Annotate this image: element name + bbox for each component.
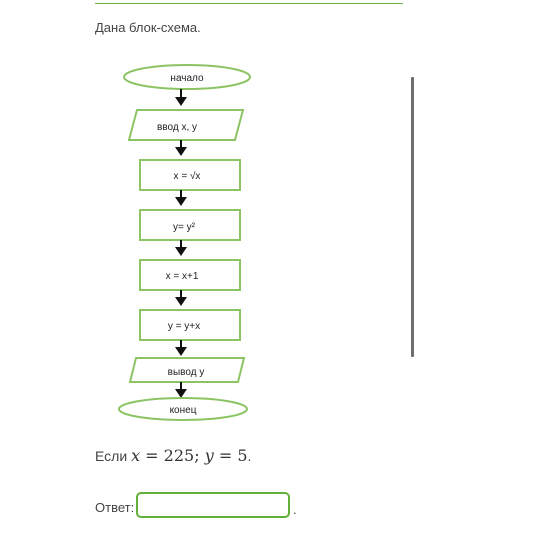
arrow-4 <box>175 240 187 256</box>
task-intro: Дана блок-схема. <box>95 20 201 35</box>
answer-input[interactable] <box>136 492 290 518</box>
condition-suffix: . <box>247 448 252 464</box>
output-label: вывод y <box>167 367 205 378</box>
vertical-scrollbar[interactable] <box>411 77 414 357</box>
end-label: конец <box>169 405 197 416</box>
process-add-y-label: y = y+x <box>167 321 201 332</box>
var-y: y <box>204 446 214 465</box>
arrow-1 <box>175 89 187 106</box>
process-square-y-label: y= y² <box>173 222 195 233</box>
arrow-2 <box>175 140 187 156</box>
start-label: начало <box>170 73 204 84</box>
arrow-7 <box>175 382 187 398</box>
y-value: = 5 <box>213 446 248 465</box>
x-value: = 225; <box>140 446 205 465</box>
arrow-6 <box>175 340 187 356</box>
var-x: x <box>131 446 141 465</box>
condition-formula <box>131 446 247 465</box>
input-label: ввод x, y <box>156 122 198 133</box>
arrow-3 <box>175 190 187 206</box>
answer-suffix: . <box>293 502 297 517</box>
process-sqrt-x-label: x = √x <box>173 171 201 182</box>
process-increment-x-label: x = x+1 <box>165 271 199 282</box>
answer-label: Ответ: <box>95 500 135 515</box>
condition-prefix: Если <box>95 448 128 464</box>
arrow-5 <box>175 290 187 306</box>
condition-line <box>95 446 251 465</box>
